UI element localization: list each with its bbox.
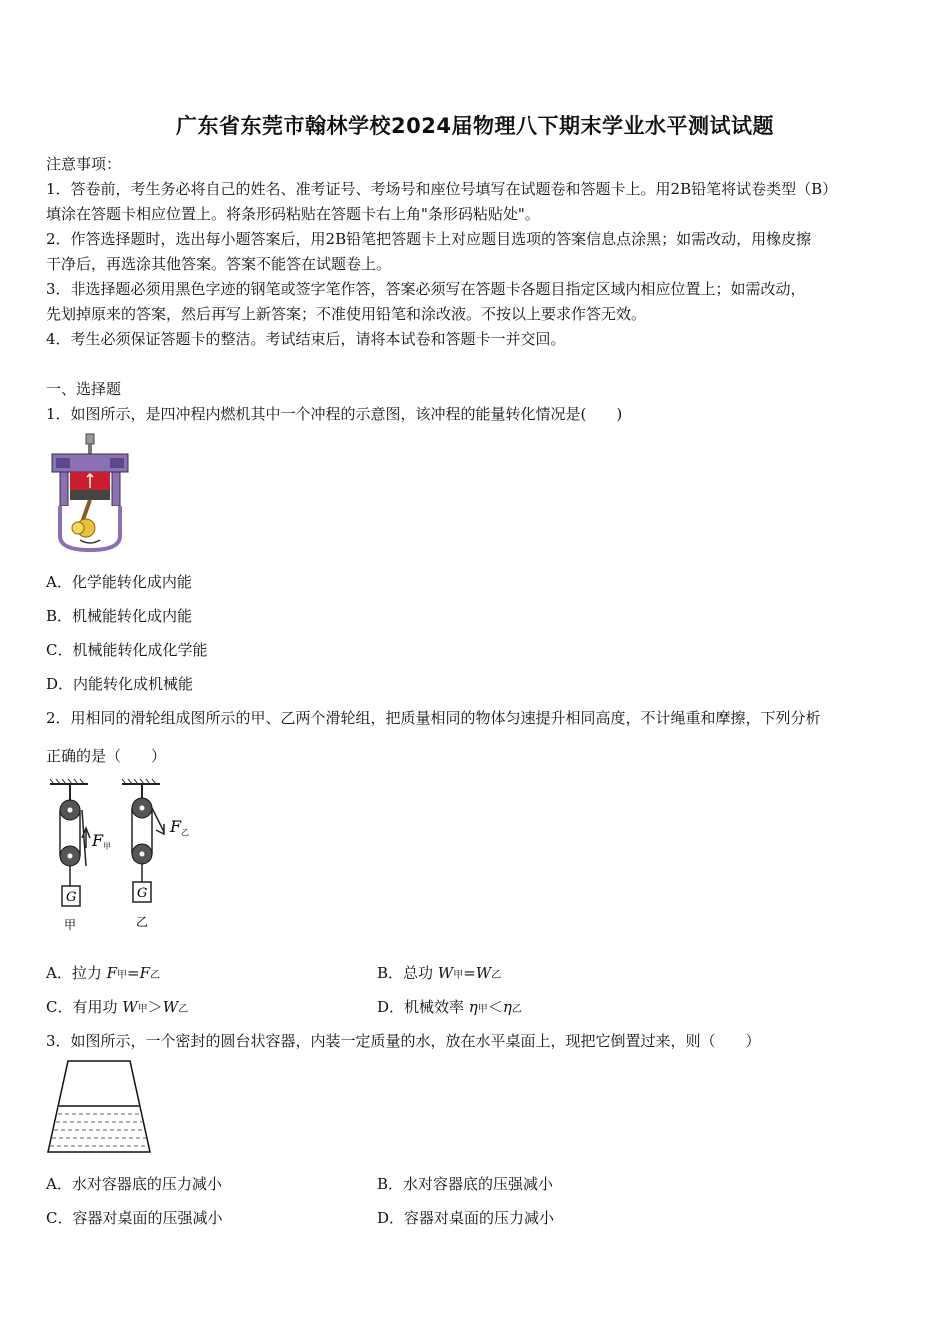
operator: =: [127, 964, 140, 982]
q2-option-b: [377, 962, 501, 983]
spark-plug-icon: [86, 434, 94, 444]
pulley-figure: [46, 776, 196, 936]
notice-line: 1．答卷前，考生务必将自己的姓名、准考证号、考场号和座位号填写在试题卷和答题卡上。用2B铅笔将试卷类型（B）: [46, 180, 838, 198]
q3-option-a: A．水对容器底的压力减小: [46, 1175, 222, 1193]
piston: [70, 490, 110, 500]
q2-stem-line2: 正确的是（ ）: [46, 747, 167, 765]
q1-option-d: D．内能转化成机械能: [46, 675, 194, 693]
subscript: 乙: [178, 1004, 189, 1015]
q3-stem: 3．如图所示，一个密封的圆台状容器，内装一定质量的水，放在水平桌面上，现把它倒置过来，则（ ）: [46, 1032, 761, 1050]
operator: =: [463, 964, 476, 982]
var: W: [162, 998, 179, 1016]
container-figure: [44, 1058, 154, 1158]
q2-option-c-text: C．有用功: [46, 998, 123, 1016]
subscript: 甲: [137, 1004, 148, 1015]
force-sub-b: 乙: [181, 828, 189, 837]
q2-option-c: [46, 996, 188, 1017]
var: F: [139, 964, 151, 982]
notice-line: 2．作答选择题时，选出每小题答案后，用2B铅笔把答题卡上对应题目选项的答案信息点涂黑；如需改动，用橡皮擦: [46, 230, 812, 248]
subscript: 乙: [511, 1004, 522, 1015]
subscript: 甲: [117, 970, 128, 981]
var: W: [122, 998, 138, 1016]
q2-option-d-text: D．机械效率: [377, 998, 469, 1016]
q3-option-c: C．容器对桌面的压强减小: [46, 1209, 223, 1227]
q1-option-a: A．化学能转化成内能: [46, 573, 192, 591]
q2-option-a: [46, 962, 160, 983]
cylinder-wall-right: [112, 472, 120, 506]
engine-figure: [46, 432, 134, 554]
label-yi: 乙: [136, 915, 149, 929]
q2-option-b-text: B．总功: [377, 964, 438, 982]
q3-option-b: B．水对容器底的压强减小: [377, 1175, 554, 1193]
var: F: [106, 964, 118, 982]
cylinder-wall-left: [60, 472, 68, 506]
operator: ＞: [147, 998, 163, 1016]
q3-option-d: D．容器对桌面的压力减小: [377, 1209, 555, 1227]
var: η: [468, 998, 478, 1016]
notice-line: 干净后，再选涂其他答案。答案不能答在试题卷上。: [46, 255, 392, 273]
weight-label-b: G: [137, 886, 148, 901]
q1-option-c: C．机械能转化成化学能: [46, 641, 208, 659]
var: W: [475, 964, 492, 982]
exhaust-valve: [110, 458, 124, 468]
force-label-b: F: [170, 817, 182, 836]
spark-plug-stem: [88, 444, 92, 454]
notice-line: 先划掉原来的答案，然后再写上新答案；不准使用铅笔和涂改液。不按以上要求作答无效。: [46, 305, 647, 323]
weight-label-a: G: [66, 890, 77, 905]
q2-stem-line1: 2．用相同的滑轮组成图所示的甲、乙两个滑轮组，把质量相同的物体匀速提升相同高度，不计绳重和摩擦，下列分析: [46, 709, 821, 727]
var: W: [437, 964, 454, 982]
force-sub-a: 甲: [103, 842, 111, 851]
subscript: 乙: [150, 970, 161, 981]
notice-heading: 注意事项：: [46, 155, 122, 173]
notice-line: 4．考生必须保证答题卡的整洁。考试结束后，请将本试卷和答题卡一并交回。: [46, 330, 566, 348]
page-title: 广东省东莞市翰林学校2024届物理八下期末学业水平测试试题: [176, 114, 774, 138]
subscript: 甲: [477, 1004, 488, 1015]
q1-stem: 1．如图所示，是四冲程内燃机其中一个冲程的示意图，该冲程的能量转化情况是( ): [46, 405, 623, 423]
intake-valve: [56, 458, 70, 468]
notice-line: 填涂在答题卡相应位置上。将条形码粘贴在答题卡右上角"条形码粘贴处"。: [46, 205, 540, 223]
operator: ＜: [487, 998, 503, 1016]
q1-option-b: B．机械能转化成内能: [46, 607, 193, 625]
q2-option-a-text: A．拉力: [46, 964, 107, 982]
var: η: [502, 998, 512, 1016]
q2-option-d: [377, 996, 522, 1017]
section-heading: 一、选择题: [46, 380, 122, 398]
label-jia: 甲: [64, 918, 77, 932]
subscript: 乙: [491, 970, 502, 981]
subscript: 甲: [453, 970, 464, 981]
force-label-a: F: [92, 831, 104, 850]
notice-line: 3．非选择题必须用黑色字迹的钢笔或签字笔作答，答案必须写在答题卡各题目指定区域内相应位置上；如需改动，: [46, 280, 806, 298]
